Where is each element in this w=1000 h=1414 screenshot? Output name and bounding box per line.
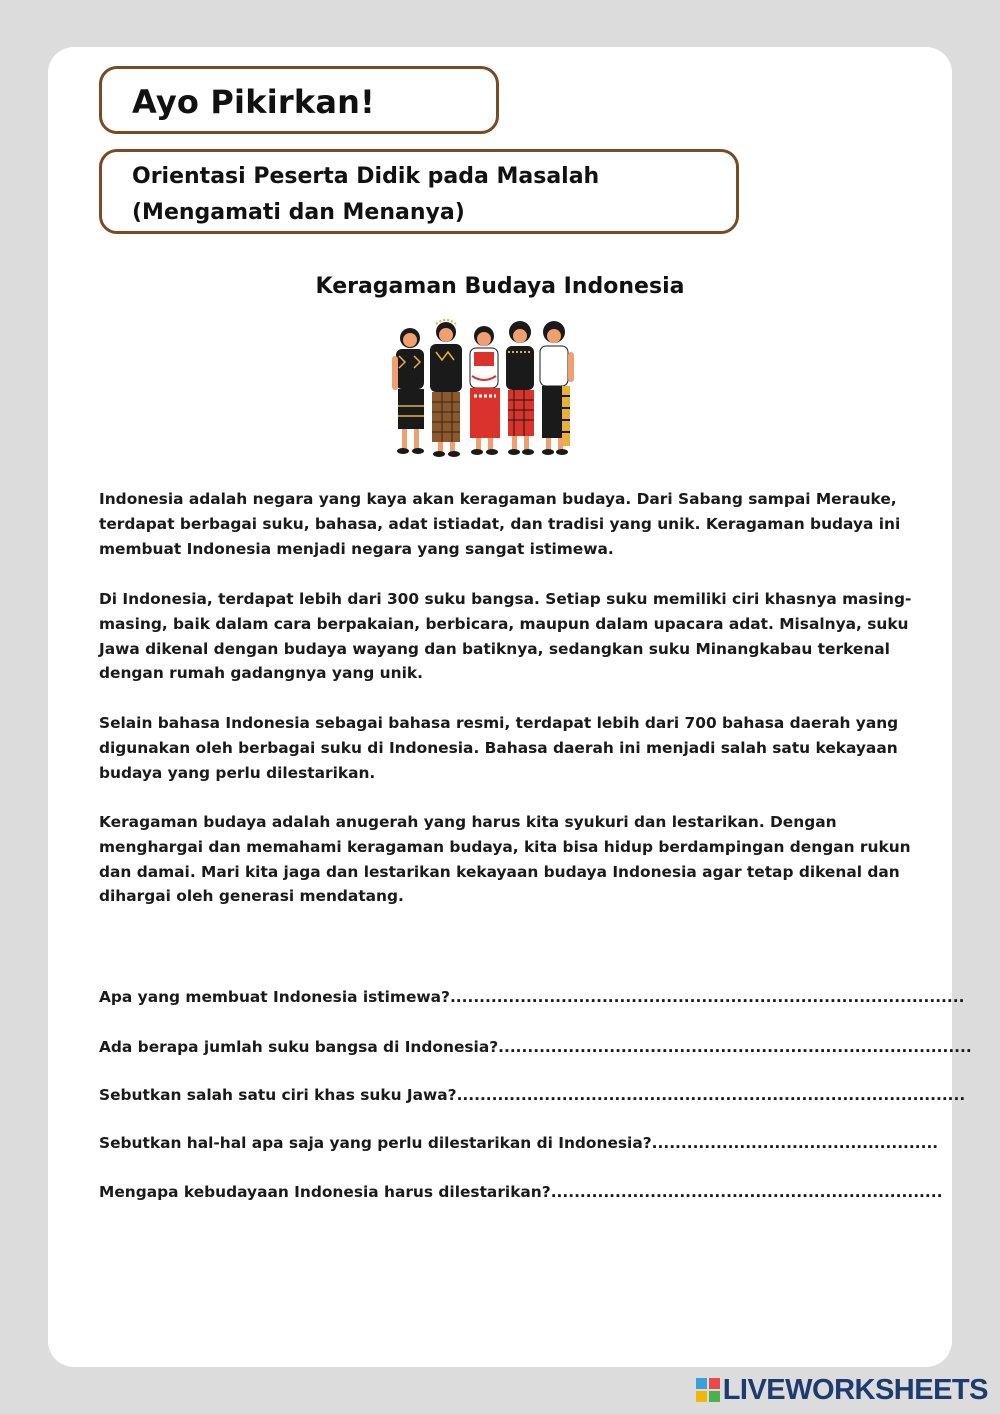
answer-blank[interactable]: ....................................................................................... bbox=[456, 1086, 966, 1104]
subtitle-line-2: (Mengamati dan Menanya) bbox=[132, 200, 465, 225]
answer-blank[interactable]: ................................................................... bbox=[550, 1183, 943, 1201]
paragraph-3: Selain bahasa Indonesia sebagai bahasa resmi, terdapat lebih dari 700 bahasa daerah yang digunakan oleh berbagai suku di Indonesia. Bahasa daerah ini menjadi salah satu kekayaan budaya yang perlu dilestarikan. bbox=[99, 714, 899, 782]
answer-blank[interactable]: ................................................. bbox=[651, 1134, 939, 1152]
question-text: Apa yang membuat Indonesia istimewa? bbox=[99, 988, 450, 1006]
liveworksheets-brand[interactable] bbox=[695, 1374, 988, 1406]
question-5 bbox=[99, 1183, 942, 1201]
question-2 bbox=[99, 1038, 972, 1056]
section-title: Keragaman Budaya Indonesia bbox=[315, 274, 685, 299]
question-text: Mengapa kebudayaan Indonesia harus dilestarikan? bbox=[99, 1183, 551, 1201]
question-text: Sebutkan hal-hal apa saja yang perlu dilestarikan di Indonesia? bbox=[99, 1134, 652, 1152]
liveworksheets-logo-icon bbox=[695, 1377, 721, 1403]
subtitle-box bbox=[99, 149, 739, 234]
page-title: Ayo Pikirkan! bbox=[132, 83, 375, 121]
brand-name: LIVEWORKSHEETS bbox=[722, 1373, 988, 1406]
paragraph-4: Keragaman budaya adalah anugerah yang harus kita syukuri dan lestarikan. Dengan menghargai dan memahami keragaman budaya, kita bisa hidup berdampingan dengan rukun dan damai. Mari kita jaga dan lestarikan kekayaan budaya Indonesia agar tetap dikenal dan dihargai oleh generasi mendatang. bbox=[99, 813, 911, 906]
question-1 bbox=[99, 988, 964, 1006]
answer-blank[interactable]: ................................................................................. bbox=[498, 1038, 972, 1056]
question-4 bbox=[99, 1134, 938, 1152]
paragraph-1: Indonesia adalah negara yang kaya akan keragaman budaya. Dari Sabang sampai Merauke, terdapat berbagai suku, bahasa, adat istiadat, dan tradisi yang unik. Keragaman budaya ini membuat Indonesia menjadi negara yang sangat istimewa. bbox=[99, 490, 901, 558]
paragraph-2: Di Indonesia, terdapat lebih dari 300 suku bangsa. Setiap suku memiliki ciri khasnya masing-masing, baik dalam cara berpakaian, berbicara, maupun dalam upacara adat. Misalnya, suku Jawa dikenal dengan budaya wayang dan batiknya, sedangkan suku Minangkabau terkenal dengan rumah gadangnya yang unik. bbox=[99, 590, 912, 683]
question-text: Sebutkan salah satu ciri khas suku Jawa? bbox=[99, 1086, 457, 1104]
question-text: Ada berapa jumlah suku bangsa di Indonesia? bbox=[99, 1038, 499, 1056]
question-3 bbox=[99, 1086, 965, 1104]
answer-blank[interactable]: ........................................................................................ bbox=[449, 988, 965, 1006]
worksheet-page bbox=[48, 47, 952, 1367]
traditional-costumes-group-icon bbox=[384, 316, 580, 466]
title-box bbox=[99, 66, 499, 134]
subtitle-line-1: Orientasi Peserta Didik pada Masalah bbox=[132, 164, 600, 189]
